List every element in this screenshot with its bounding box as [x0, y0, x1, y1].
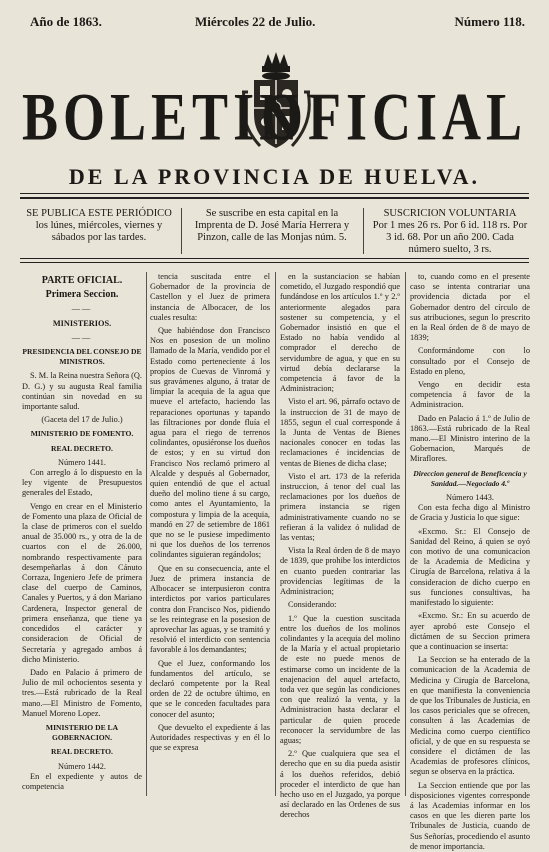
article-paragraph: Dado en Palacio á 1.º de Julio de 1863.—Está rubricado de la Real mano.—El Ministro interino de la Gobernacion, Marqués de Miraflores.	[410, 413, 530, 464]
column-1	[22, 272, 142, 796]
section-heading: REAL DECRETO.	[51, 443, 113, 453]
article-paragraph: En el expediente y autos de competencia	[22, 771, 142, 791]
article-paragraph: 1.º Que la cuestion suscitada entre los dueños de los molinos colindantes y la acequia del molino de la María y el actual propietario de este no puede menos de estimarse como un incidente de la enajenacion del aquel artefacto, toda vez que según las condiciones con que realizó la venta, y la Administracion hasta declarar el particular de quien procede reconocer la servidumbre de las aguas;	[280, 613, 400, 745]
decree-number: Número 1442.	[58, 761, 106, 771]
article-paragraph: 2.º Que cualquiera que sea el derecho que en su dia pueda asistir á los dueños referidos, debió proceder el interdicto de que han hecho uso en el Juzgado, ya porque así declarado en las Ordenes de sus derechos	[280, 749, 400, 820]
divider	[363, 208, 364, 254]
article-paragraph: Que habiéndose don Francisco Nos en posesion de un molino llamado de la María, vendido por el Estado como perteneciente á los propios de Cuevas de Vinromá y sus gravámenes alguno, á tratar de limpiar la acequia de la agua que mueve el artefacto, haciendo las reparaciones oportunas y tapando las filtraciones por donde fluía el agua para el riego de terrenos colindantes, opusiéronse los dueños de estos; y en su virtud don Francisco Nos reclamó primero al Alcalde y después al Gobernador, quien entendió de que el actual dueño del molino tiene á su cargo, como antes el Ayuntamiento, la compostura y limpia de la acequia, mandó en 27 de setiembre de 1861 que no se le pusiese impedimento ni que los dueños de los terrenos colindantes siguieran regándolos;	[150, 326, 270, 560]
section-heading: PARTE OFICIAL.	[41, 275, 123, 286]
masthead-topline	[30, 14, 525, 36]
article-paragraph: Conformándome con lo consultado por el Consejo de Estado en pleno,	[410, 346, 530, 376]
article-paragraph: Visto el art. 173 de la referida instruccion, á tenor del cual las reclamaciones por los dueños de primera instancia se rigen administrativamente cuando no se refieran á la validez ó nulidad de las ventas;	[280, 471, 400, 543]
section-heading: Primera Seccion.	[45, 289, 119, 301]
divider	[20, 193, 529, 194]
divider	[181, 208, 182, 254]
masthead-year: Año de 1863.	[30, 14, 102, 29]
section-heading: Direccion general de Beneficencia y Sanidad.—Negociado 4.º	[413, 468, 527, 488]
section-heading: REAL DECRETO.	[51, 747, 113, 757]
source-note: (Gaceta del 17 de Julio.)	[41, 415, 123, 425]
divider	[20, 197, 529, 199]
column-3	[280, 272, 400, 820]
section-heading: MINISTERIOS.	[52, 318, 112, 328]
divider: ——	[71, 304, 93, 314]
article-paragraph: Que en su consecuencia, ante el Juez de primera instancia de Albocacer se interpusieron contra interdictos por varios particulares contra don Francisco Nos, pidiendo se les reintegrase en la posesion de aprovechar las aguas, y se tramitó y resolvió el interdicto con sentencia favorable á los demandantes;	[150, 563, 270, 655]
subscription-place: Se suscribe en esta capital en la Imprenta de D. José María Herrera y Pinzon, calle de las Monjas núm. 5.	[194, 208, 350, 243]
decree-number: Número 1441.	[58, 457, 106, 467]
article-paragraph: «Excmo. Sr.: El Consejo de Sanidad del Reino, á quien se oyó con motivo de una comunicacion de la Academia de Medicina y Cirugía de Barcelona, relativa á la consideracion de dicho cuerpo en sus funciones consultivas, ha manifestado lo siguiente:	[410, 526, 530, 608]
masthead-title-right: OFICIAL	[260, 79, 527, 155]
section-heading: MINISTERIO DE LA GOBERNACION.	[45, 722, 119, 743]
article-paragraph: Vista la Real órden de 8 de mayo de 1839, que prohibe los interdictos en cuanto pueden contrariar las providencias legítimas de la Administracion;	[280, 546, 400, 597]
article-paragraph: tencia suscitada entre el Gobernador de la provincia de Castellon y el Juez de primera instancia de Albocacer, de los cuales resulta:	[150, 272, 270, 322]
article-paragraph: «Excmo. Sr.: En su acuerdo de ayer aprobó este Consejo el dictámen de su Seccion primera que a continuacion se inserta:	[410, 611, 530, 651]
article-paragraph: en la sustanciacion se habían cometido, el Juzgado respondió que fundándose en los artículos 1.º y 2.º anteriormente alegados para sostener su competencia, y el Gobernador insistió en que el Estado no había vendido al comprador el derecho de servidumbre de agua, y que en su virtud debía declararse la competencia á favor de la Administracion;	[280, 272, 400, 394]
column-4	[410, 272, 530, 851]
article-columns	[22, 272, 530, 851]
masthead-title-left: BOLETIN	[22, 79, 304, 155]
article-paragraph: Dado en Palacio á primero de Julio de mil ochocientos sesenta y tres.—Está rubricado de la Real mano.—El Ministro de Fomento, Manuel Moreno Lopez.	[22, 667, 142, 718]
publication-schedule: SE PUBLICA ESTE PERIÓDICO los lúnes, miércoles, viernes y sábados por las tardes.	[26, 208, 172, 243]
masthead-subtitle: DE LA PROVINCIA DE HUELVA.	[68, 164, 481, 189]
masthead-date: Miércoles 22 de Julio.	[195, 14, 316, 29]
subscription-title: SUSCRICION VOLUNTARIA	[383, 208, 517, 219]
divider	[20, 258, 529, 259]
subscription-price-list: Por 1 mes 26 rs. Por 6 id. 118 rs. Por 3 id. 68. Por un año 200. Cada número suelto, 3 rs.	[372, 220, 528, 255]
article-paragraph: Que el Juez, conformando los fundamentos del artículo, se declaró competente por la Real orden de 22 de octubre último, en que se le conceden facultades para conocer del asunto;	[150, 658, 270, 719]
article-paragraph: Considerando:	[288, 600, 337, 610]
subscription-prices	[370, 208, 530, 256]
article-paragraph: Con esta fecha digo al Ministro de Gracia y Justicia lo que sigue:	[410, 503, 530, 523]
article-paragraph: La Seccion se ha enterado de la comunicacion de la Academia de Medicina y Cirugía de Barcelona, en que manifiesta la conveniencia de que los Tribunales de Justicia, en los casos periciales que se ofrecen, consulten á las Academias de Medicina como cuerpo científico oficial, y de que en su respuesta se considere el dictámen de las Academias de profesores clínicos, segun se observa en la práctica.	[410, 655, 530, 777]
divider: ——	[71, 332, 93, 342]
article-paragraph: La Seccion entiende que por las disposiciones vigentes corresponde á las Academias informar en los casos en que les dieren parte los Tribunales de Justicia, cuando de Sus Señorías, procediendo el asunto de menor importancia.	[410, 780, 530, 851]
decree-number: Número 1443.	[446, 493, 494, 503]
column-2	[150, 272, 270, 796]
article-paragraph: Con arreglo á lo dispuesto en la ley vigente de Presupuestos generales del Estado,	[22, 468, 142, 498]
article-paragraph: to, cuando como en el presente caso se intenta contrariar una providencia dictada por el Gobernador dentro del círculo de sus atribuciones, segun lo prescrito en la Real órden de 8 de mayo de 1839;	[410, 272, 530, 343]
article-paragraph: Vengo en decidir esta competencia á favor de la Administracion.	[410, 380, 530, 410]
masthead-number: Número 118.	[454, 14, 525, 29]
section-heading: PRESIDENCIA DEL CONSEJO DE MINISTROS.	[22, 347, 142, 367]
article-paragraph: Vengo en crear en el Ministerio de Fomento una plaza de Oficial de la clase de primeros con el sueldo anual de 35.000 rs., y otra de la de cuartos con el de 26.000, nombrando respectivamente para desempeñarlas á don Cánuto Corraza, Ingeniero Jefe de primera clase del cuerpo de Caminos, Canales y Puertos, y á don Mariano Cardenera, Inspector general de primera enseñanza, que tiene ya concedidos el carácter y consideracion de Oficial de Secretaría y agregado ambos á dicho Ministerio.	[22, 501, 142, 664]
article-paragraph: Que devuelto el expediente á las Autoridades respectivas y en él lo que se expresa	[150, 722, 270, 753]
article-paragraph: S. M. la Reina nuestra Señora (Q. D. G.) y su augusta Real familia continúan sin novedad en su importante salud.	[22, 371, 142, 412]
section-heading: MINISTERIO DE FOMENTO.	[30, 429, 134, 439]
article-paragraph: Visto el art. 96, párrafo octavo de la instruccion de 31 de mayo de 1855, segun el cual corresponde á la Junta de Ventas de Bienes nacionales conocer en todas las reclamaciones é incidencias de ventas de Bienes de dicha clase;	[280, 397, 400, 468]
divider	[20, 262, 529, 263]
